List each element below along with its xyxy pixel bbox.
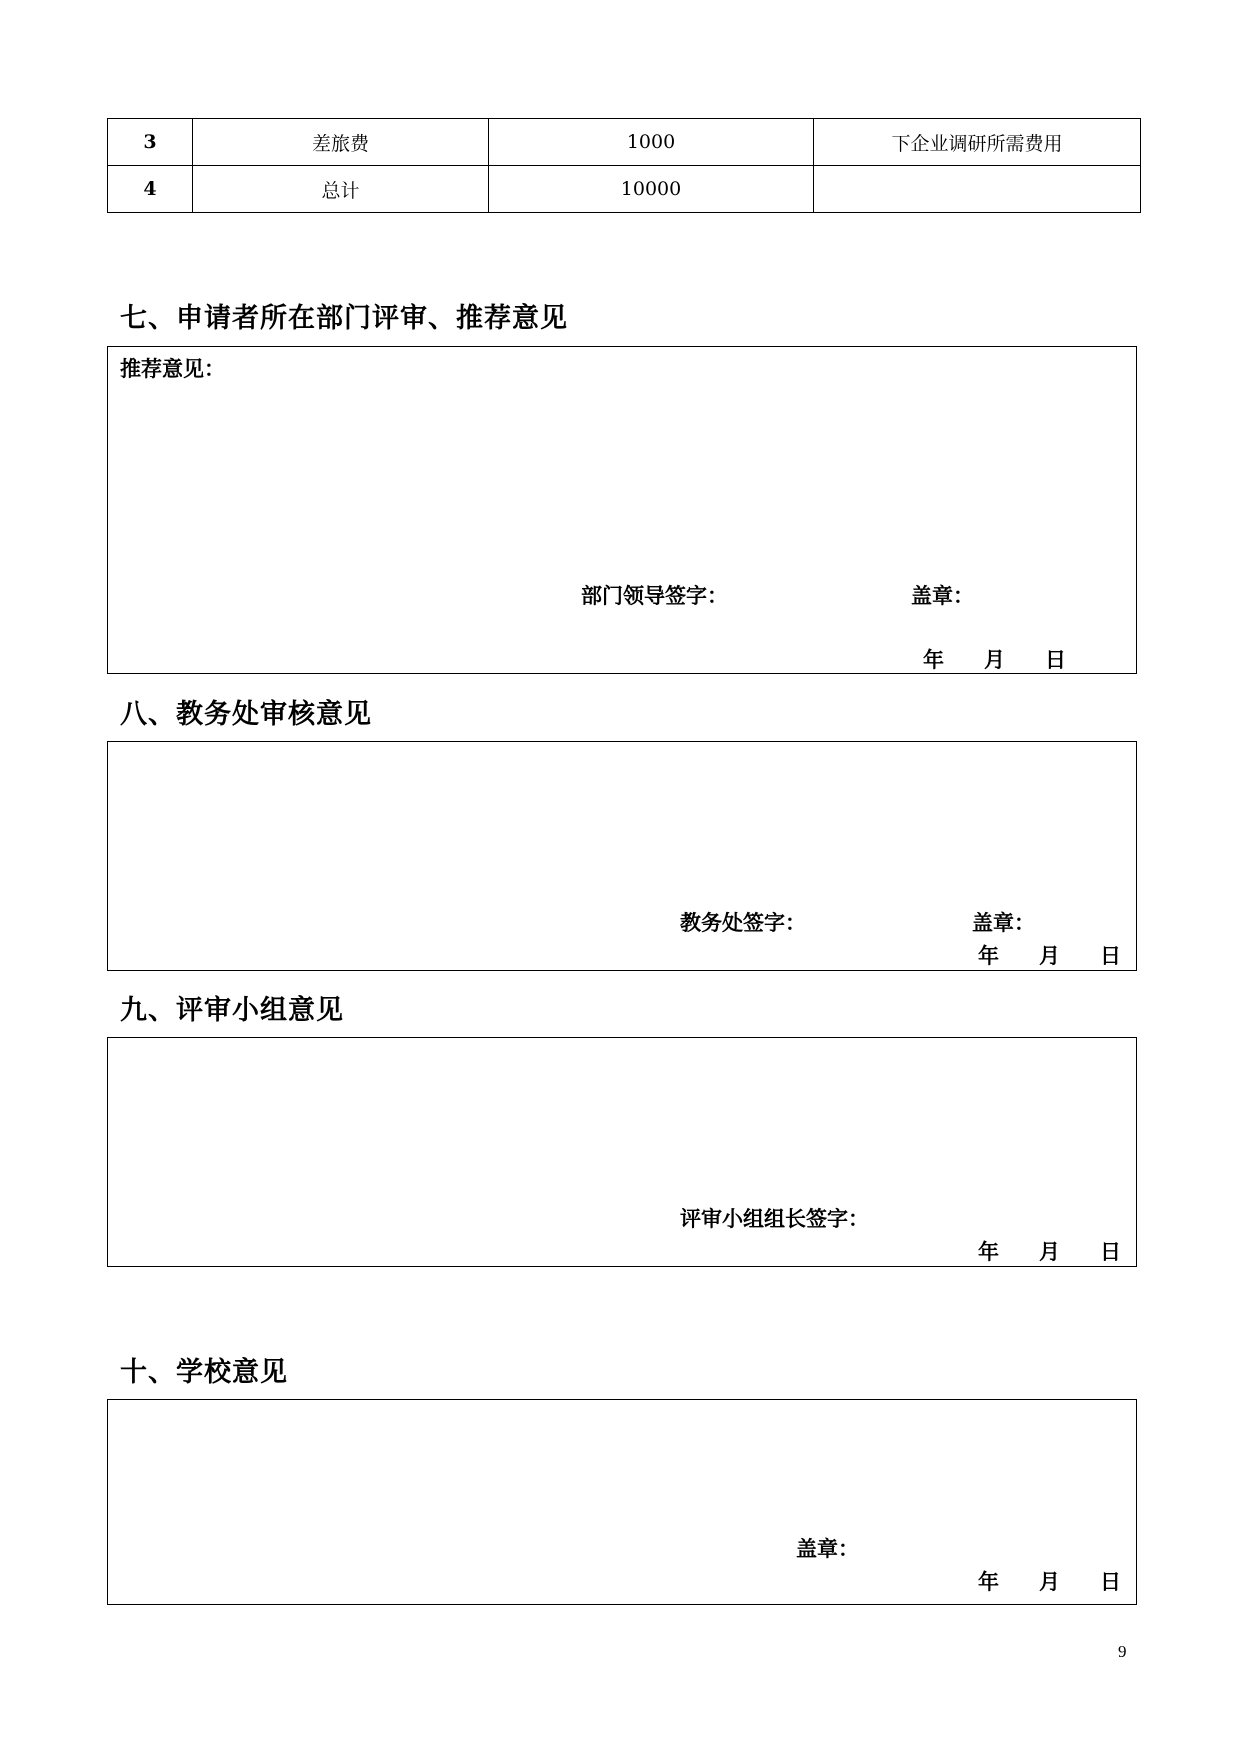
section7-box (107, 346, 1137, 674)
review-leader-signature-label: 评审小组组长签字： (680, 1207, 869, 1231)
month-label: 月 (1039, 944, 1060, 968)
date-line (978, 1566, 1121, 1596)
day-label: 日 (1100, 944, 1121, 968)
budget-note (814, 166, 1141, 213)
month-label: 月 (1039, 1570, 1060, 1594)
month-label: 月 (984, 648, 1005, 672)
section10-box (107, 1399, 1137, 1605)
dept-leader-signature-label: 部门领导签字： (581, 584, 728, 608)
seal-label: 盖章： (972, 911, 1035, 935)
date-line (978, 1236, 1121, 1266)
section9-heading: 九、评审小组意见 (120, 995, 344, 1026)
section7-heading: 七、申请者所在部门评审、推荐意见 (120, 303, 568, 334)
date-line (978, 940, 1121, 970)
section8-heading: 八、教务处审核意见 (120, 699, 372, 730)
academic-office-signature-label: 教务处签字： (680, 911, 806, 935)
table-row (108, 166, 1141, 213)
year-label: 年 (978, 1570, 999, 1594)
page-number: 9 (1118, 1642, 1127, 1661)
budget-table (107, 118, 1141, 213)
budget-item: 总计 (193, 166, 489, 213)
day-label: 日 (1045, 648, 1066, 672)
seal-label: 盖章： (911, 584, 974, 608)
year-label: 年 (978, 1240, 999, 1264)
budget-note: 下企业调研所需费用 (814, 119, 1141, 166)
row-number: 4 (108, 166, 193, 213)
seal-label: 盖章： (796, 1537, 859, 1561)
day-label: 日 (1100, 1240, 1121, 1264)
year-label: 年 (923, 648, 944, 672)
year-label: 年 (978, 944, 999, 968)
date-line (923, 644, 1066, 674)
month-label: 月 (1039, 1240, 1060, 1264)
section10-heading: 十、学校意见 (120, 1357, 288, 1388)
budget-amount: 10000 (489, 166, 814, 213)
row-number: 3 (108, 119, 193, 166)
recommend-label: 推荐意见： (120, 357, 225, 381)
day-label: 日 (1100, 1570, 1121, 1594)
budget-amount: 1000 (489, 119, 814, 166)
section8-box (107, 741, 1137, 971)
table-row (108, 119, 1141, 166)
budget-item: 差旅费 (193, 119, 489, 166)
section9-box (107, 1037, 1137, 1267)
